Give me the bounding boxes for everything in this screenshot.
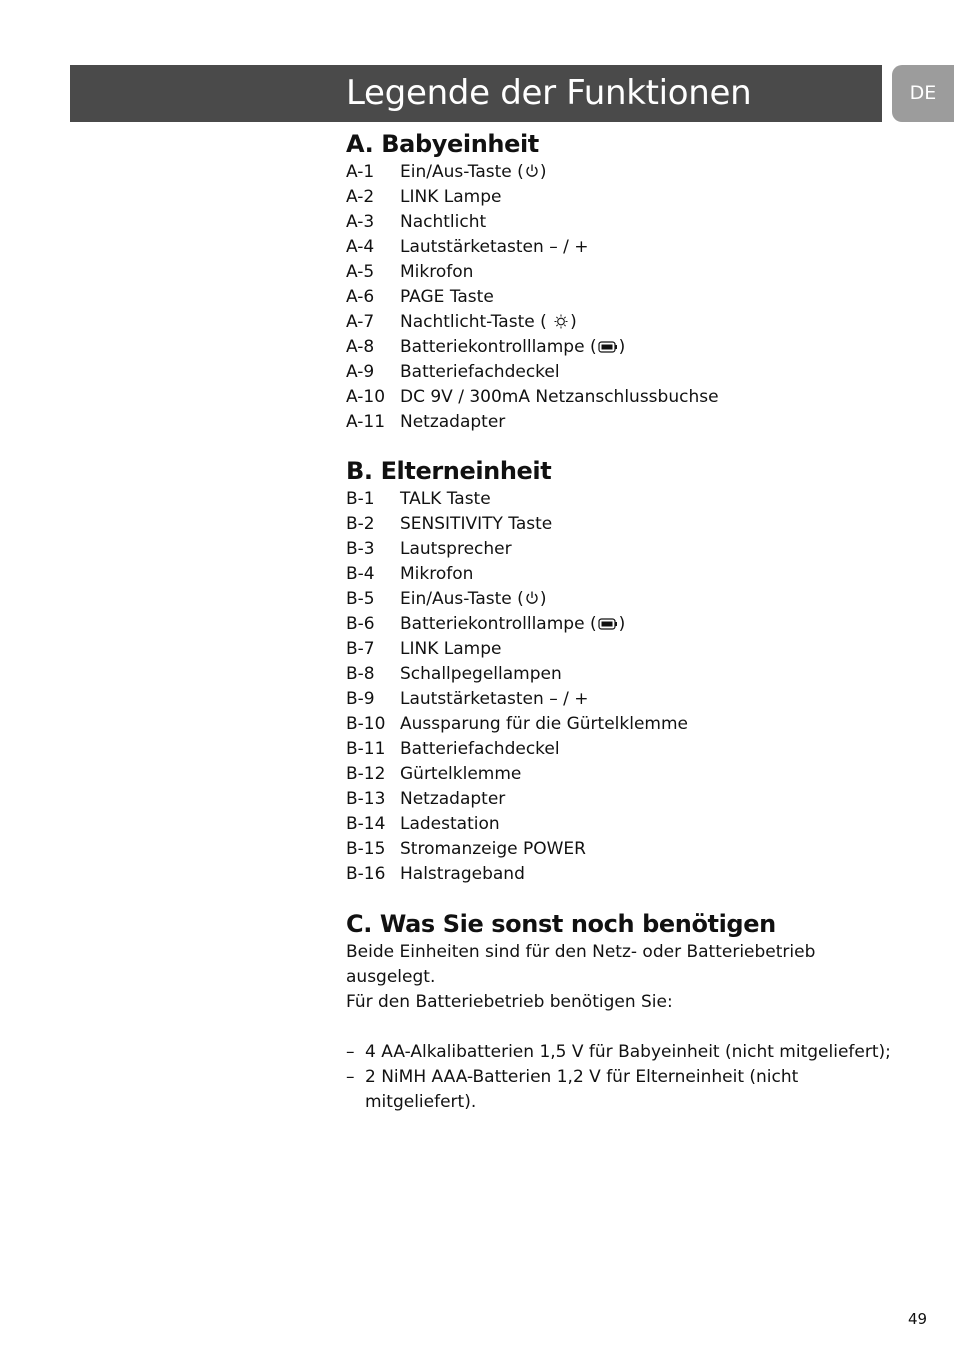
legend-label-text: Ein/Aus-Taste ( <box>400 589 524 609</box>
legend-code: A-11 <box>346 412 386 432</box>
legend-label-text: Mikrofon <box>400 262 474 282</box>
legend-item-b-15 <box>346 837 906 862</box>
legend-label-suffix: ) <box>570 312 577 332</box>
legend-item-a-4 <box>346 235 906 260</box>
legend-label-text: Batteriekontrolllampe ( <box>400 337 597 357</box>
section-heading-c: C. Was Sie sonst noch benötigen <box>346 910 776 938</box>
legend-code: B-1 <box>346 489 375 509</box>
legend-label <box>400 285 494 310</box>
legend-item-a-1 <box>346 160 906 185</box>
legend-label <box>400 687 588 712</box>
legend-code: A-8 <box>346 337 375 357</box>
legend-label-text: Aussparung für die Gürtelklemme <box>400 714 688 734</box>
legend-item-b-6 <box>346 612 906 637</box>
legend-label-text: SENSITIVITY Taste <box>400 514 553 534</box>
legend-item-b-7 <box>346 637 906 662</box>
section-heading-a: A. Babyeinheit <box>346 130 539 158</box>
legend-item-a-5 <box>346 260 906 285</box>
legend-label <box>400 335 625 360</box>
legend-item-b-9 <box>346 687 906 712</box>
legend-label-text: Netzadapter <box>400 789 506 809</box>
page-number: 49 <box>908 1310 928 1328</box>
legend-label <box>400 712 688 737</box>
legend-item-a-10 <box>346 385 906 410</box>
legend-label-text: Batteriefachdeckel <box>400 739 560 759</box>
legend-label <box>400 260 473 285</box>
section-babyeinheit <box>346 128 906 435</box>
section-elterneinheit <box>346 455 906 887</box>
legend-label-text: LINK Lampe <box>400 639 502 659</box>
legend-label-text: Stromanzeige POWER <box>400 839 586 859</box>
legend-code: A-5 <box>346 262 375 282</box>
legend-code: A-4 <box>346 237 375 257</box>
legend-code: A-9 <box>346 362 375 382</box>
legend-label-text: PAGE Taste <box>400 287 494 307</box>
legend-item-a-11 <box>346 410 906 435</box>
legend-code: B-9 <box>346 689 375 709</box>
battery-icon <box>598 614 618 639</box>
section-was-sie-noch-benoetigen <box>346 908 906 1115</box>
legend-code: B-8 <box>346 664 375 684</box>
battery-intro: Für den Batteriebetrieb benötigen Sie: <box>346 992 673 1012</box>
legend-label-text: TALK Taste <box>400 489 491 509</box>
legend-label-suffix: ) <box>618 337 626 357</box>
legend-label <box>400 612 625 637</box>
battery-icon <box>598 337 618 362</box>
legend-item-b-12 <box>346 762 906 787</box>
legend-label-suffix: ) <box>539 162 547 182</box>
legend-code: A-2 <box>346 187 375 207</box>
legend-item-b-3 <box>346 537 906 562</box>
legend-code: A-3 <box>346 212 375 232</box>
bullet-item-2 <box>346 1065 906 1115</box>
legend-label-text: Nachtlicht-Taste ( <box>400 312 553 332</box>
legend-code: B-13 <box>346 789 386 809</box>
language-tab[interactable]: DE <box>892 65 954 122</box>
legend-label-text: Nachtlicht <box>400 212 487 232</box>
legend-label <box>400 185 501 210</box>
bullet-text-2-line-2: mitgeliefert). <box>365 1092 477 1112</box>
legend-list-a <box>346 160 906 435</box>
bullet-dash: – <box>346 1042 355 1062</box>
legend-code: A-10 <box>346 387 386 407</box>
intro-line-1: Beide Einheiten sind für den Netz- oder Batteriebetrieb <box>346 942 816 962</box>
section-heading-b: B. Elterneinheit <box>346 457 552 485</box>
legend-item-b-4 <box>346 562 906 587</box>
bullet-text-2-line-1: 2 NiMH AAA-Batterien 1,2 V für Elterneinheit (nicht <box>365 1067 799 1087</box>
legend-label-text: Halstrageband <box>400 864 525 884</box>
legend-item-b-11 <box>346 737 906 762</box>
bullet-item-1 <box>346 1040 906 1065</box>
legend-label <box>400 310 577 335</box>
legend-code: B-14 <box>346 814 386 834</box>
legend-item-a-6 <box>346 285 906 310</box>
legend-label <box>400 787 505 812</box>
legend-label-text: Batteriekontrolllampe ( <box>400 614 597 634</box>
legend-label-text: LINK Lampe <box>400 187 502 207</box>
legend-code: B-3 <box>346 539 375 559</box>
legend-label-text: Netzadapter <box>400 412 506 432</box>
legend-code: B-6 <box>346 614 375 634</box>
legend-code: B-11 <box>346 739 386 759</box>
legend-list-b <box>346 487 906 887</box>
legend-item-a-8 <box>346 335 906 360</box>
legend-code: A-6 <box>346 287 375 307</box>
legend-item-a-3 <box>346 210 906 235</box>
legend-label-text: Lautstärketasten – / + <box>400 689 589 709</box>
legend-label-text: Lautstärketasten – / + <box>400 237 589 257</box>
legend-code: A-7 <box>346 312 375 332</box>
legend-label <box>400 385 719 410</box>
legend-item-b-5 <box>346 587 906 612</box>
nightlight-icon <box>553 312 569 337</box>
legend-item-b-16 <box>346 862 906 887</box>
bullet-dash: – <box>346 1067 355 1087</box>
legend-item-b-14 <box>346 812 906 837</box>
legend-label <box>400 837 586 862</box>
legend-item-b-2 <box>346 512 906 537</box>
legend-label-text: Lautsprecher <box>400 539 512 559</box>
legend-label-text: Schallpegellampen <box>400 664 562 684</box>
legend-code: B-5 <box>346 589 375 609</box>
legend-label <box>400 737 560 762</box>
legend-label-suffix: ) <box>539 589 547 609</box>
legend-item-b-13 <box>346 787 906 812</box>
legend-item-b-1 <box>346 487 906 512</box>
legend-label <box>400 762 521 787</box>
content <box>346 128 906 1115</box>
legend-label <box>400 210 486 235</box>
legend-label-text: Batteriefachdeckel <box>400 362 560 382</box>
legend-label <box>400 512 552 537</box>
legend-label <box>400 410 505 435</box>
legend-code: B-7 <box>346 639 375 659</box>
legend-label-text: DC 9V / 300mA Netzanschlussbuchse <box>400 387 719 407</box>
legend-label <box>400 662 562 687</box>
power-icon <box>525 162 539 187</box>
legend-label <box>400 587 546 612</box>
bullet-text-2 <box>365 1065 798 1115</box>
legend-label <box>400 160 546 185</box>
legend-code: B-15 <box>346 839 386 859</box>
legend-code: B-4 <box>346 564 375 584</box>
legend-label <box>400 862 525 887</box>
title-bar <box>70 65 882 122</box>
legend-item-a-9 <box>346 360 906 385</box>
legend-item-a-7 <box>346 310 906 335</box>
legend-label <box>400 235 588 260</box>
legend-code: B-10 <box>346 714 386 734</box>
legend-label-suffix: ) <box>618 614 626 634</box>
power-icon <box>525 589 539 614</box>
legend-item-a-2 <box>346 185 906 210</box>
spacer <box>346 1015 906 1040</box>
legend-item-b-8 <box>346 662 906 687</box>
legend-item-b-10 <box>346 712 906 737</box>
bullet-text-1: 4 AA-Alkalibatterien 1,5 V für Babyeinheit (nicht mitgeliefert); <box>365 1042 891 1062</box>
legend-label <box>400 360 560 385</box>
legend-code: B-12 <box>346 764 386 784</box>
legend-label-text: Ein/Aus-Taste ( <box>400 162 524 182</box>
intro-paragraph <box>346 940 906 1015</box>
legend-label-text: Mikrofon <box>400 564 474 584</box>
legend-label <box>400 637 501 662</box>
legend-label-text: Ladestation <box>400 814 500 834</box>
legend-code: A-1 <box>346 162 375 182</box>
legend-code: B-2 <box>346 514 375 534</box>
legend-code: B-16 <box>346 864 386 884</box>
intro-line-2: ausgelegt. <box>346 967 436 987</box>
legend-label <box>400 487 491 512</box>
legend-label <box>400 812 500 837</box>
legend-label-text: Gürtelklemme <box>400 764 522 784</box>
legend-label <box>400 562 473 587</box>
legend-label <box>400 537 512 562</box>
page-title: Legende der Funktionen <box>346 73 752 113</box>
